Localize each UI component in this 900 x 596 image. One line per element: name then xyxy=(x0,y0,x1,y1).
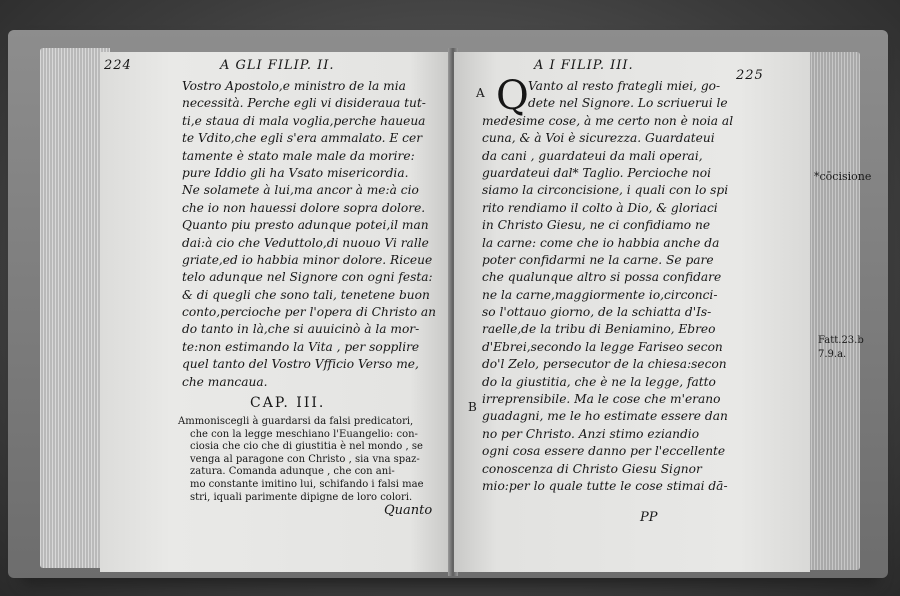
text-line: da cani , guardateui da mali operai, xyxy=(482,148,703,163)
text-line: necessità. Perche egli vi disideraua tut- xyxy=(182,96,426,111)
text-line: ogni cosa essere danno per l'eccellente xyxy=(482,444,726,459)
text-line: ne la carne,maggiormente io,circonci- xyxy=(482,287,718,302)
text-line: che qualunque altro si possa confidare xyxy=(482,270,722,285)
text-line: rito rendiamo il colto à Dio, & gloriaci xyxy=(482,200,718,215)
catchword: Quanto xyxy=(384,503,433,518)
text-line: d'Ebrei,secondo la legge Fariseo secon xyxy=(482,339,723,354)
text-line: conoscenza di Christo Giesu Signor xyxy=(482,461,702,476)
text-line: te:non estimando la Vita , per sopplire xyxy=(182,339,420,354)
text-line: griate,ed io habbia minor dolore. Riceue xyxy=(182,252,433,267)
text-line: raelle,de la tribu di Beniamino, Ebreo xyxy=(482,322,716,337)
text-line: Vanto al resto frategli miei, go- xyxy=(528,79,721,93)
left-page xyxy=(100,52,452,572)
summary-line: venga al paragone con Christo , sia vna spaz- xyxy=(190,453,420,465)
chapter-heading: CAP. III. xyxy=(250,395,326,411)
margin-note-ref-1: Fatt.23.b xyxy=(818,335,864,346)
text-line: te Vdito,che egli s'era ammalato. E cer xyxy=(182,131,423,146)
text-line: Quanto piu presto adunque potei,il man xyxy=(182,218,429,233)
text-line: mio:per lo quale tutte le cose stimai dā- xyxy=(482,478,728,493)
drop-cap: Q xyxy=(496,73,529,119)
margin-letter-b: B xyxy=(468,400,477,414)
text-line: so l'ottauo giorno, de la schiatta d'Is- xyxy=(482,305,712,320)
margin-letter-a: A xyxy=(476,86,485,100)
text-line: Ne solamete à lui,ma ancor à me:à cio xyxy=(182,183,419,198)
summary-line: mo constante imitino lui, schifando i falsi mae xyxy=(190,478,424,490)
text-line: do'l Zelo, persecutor de la chiesa:secon xyxy=(482,357,727,372)
summary-line: stri, iquali parimente dipigne de loro colori. xyxy=(190,491,413,503)
text-line: dai:à cio che Veduttolo,di nuouo Vi ralle xyxy=(182,235,429,250)
text-line: & di quegli che sono tali, tenetene buon xyxy=(182,287,430,302)
margin-note-concisione: *cōcisione xyxy=(814,170,872,183)
text-line: siamo la circoncisione, i quali con lo spi xyxy=(482,183,729,198)
text-line: conto,percioche per l'opera di Christo an xyxy=(182,305,437,320)
text-line: guadagni, me le ho estimate essere dan xyxy=(482,409,728,424)
text-line: do tanto in là,che si auuicinò à la mor- xyxy=(182,322,420,337)
text-line: in Christo Giesu, ne ci confidiamo ne xyxy=(482,218,711,233)
right-page xyxy=(454,52,810,572)
text-line: dete nel Signore. Lo scriuerui le xyxy=(528,96,728,111)
left-running-head: A GLI FILIP. II. xyxy=(220,58,335,73)
right-running-head: A I FILIP. III. xyxy=(534,58,634,73)
text-line: che io non hauessi dolore sopra dolore. xyxy=(182,200,426,215)
margin-note-ref-2: 7.9.a. xyxy=(818,349,847,360)
text-line: tamente è stato male male da morire: xyxy=(182,148,415,163)
chapter-summary xyxy=(178,416,424,504)
summary-line: ciosia che cio che di giustitia è nel mondo , se xyxy=(190,441,423,453)
text-line: la carne: come che io habbia anche da xyxy=(482,235,720,250)
summary-line: che con la legge meschiano l'Euangelio: con- xyxy=(190,428,418,440)
text-line: cuna, & à Voi è sicurezza. Guardateui xyxy=(482,131,715,146)
text-line: poter confidarmi ne la carne. Se pare xyxy=(482,252,714,267)
right-body-text xyxy=(482,73,734,495)
text-line: irreprensibile. Ma le cose che m'erano xyxy=(482,392,721,407)
text-line: telo adunque nel Signore con ogni festa: xyxy=(182,270,433,285)
summary-line: zatura. Comanda adunque , che con ani- xyxy=(190,466,395,478)
signature-mark: PP xyxy=(640,510,658,525)
text-line: quel tanto del Vostro Vfficio Verso me, xyxy=(182,357,419,372)
text-line: guardateui dal* Taglio. Percioche noi xyxy=(482,165,711,180)
text-line: do la giustitia, che è ne la legge, fatto xyxy=(482,374,716,389)
text-line: no per Christo. Anzi stimo eziandio xyxy=(482,426,700,441)
text-line: ti,e staua di mala voglia,perche haueua xyxy=(182,113,426,128)
text-line: Vostro Apostolo,e ministro de la mia xyxy=(182,79,406,93)
right-page-number: 225 xyxy=(736,68,764,83)
left-body-text xyxy=(182,78,436,391)
right-page-edges xyxy=(808,52,860,570)
text-line: pure Iddio gli ha Vsato misericordia. xyxy=(182,165,409,180)
text-line: che mancaua. xyxy=(182,374,268,389)
summary-line: Ammoniscegli à guardarsi da falsi predicatori, xyxy=(178,416,414,427)
text-line: medesime cose, à me certo non è noia al xyxy=(482,113,734,128)
left-page-number: 224 xyxy=(104,58,132,73)
